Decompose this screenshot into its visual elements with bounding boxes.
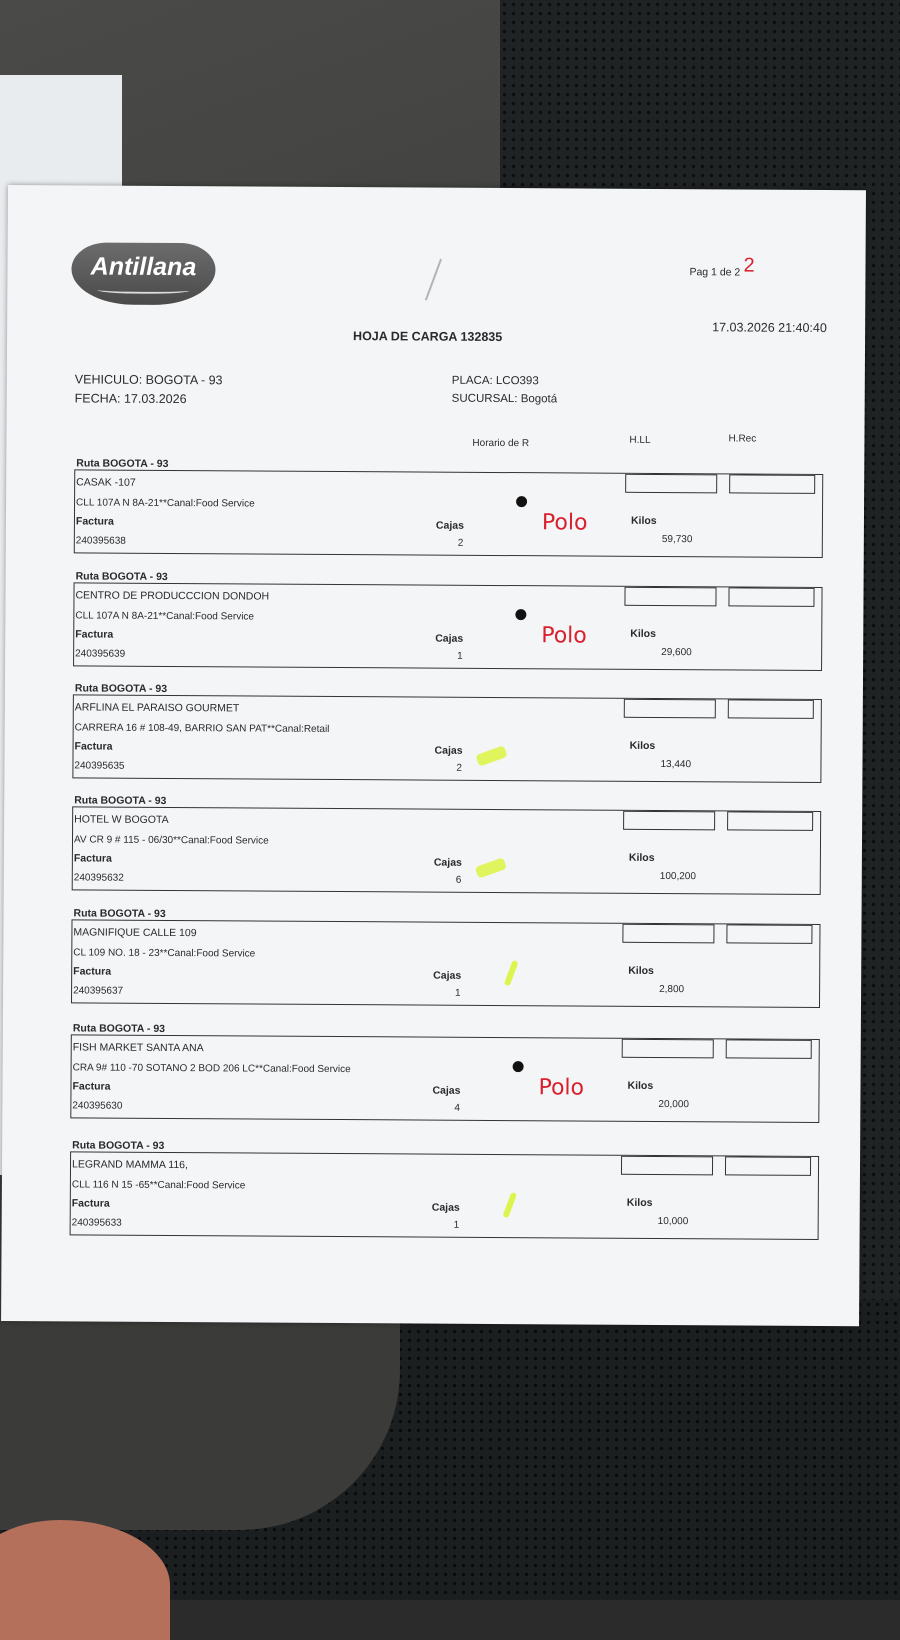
cajas-label: Cajas <box>431 1201 460 1214</box>
hll-cell <box>623 811 715 831</box>
hll-cell <box>621 1156 713 1176</box>
factura-label: Factura <box>73 852 112 865</box>
kilos-value: 10,000 <box>657 1215 689 1228</box>
vehiculo: VEHICULO: BOGOTA - 93 <box>74 372 223 388</box>
route-label: Ruta BOGOTA - 93 <box>76 457 169 470</box>
entry-block <box>4 676 863 791</box>
entry-block <box>2 1016 861 1131</box>
document-title: HOJA DE CARGA 132835 <box>353 329 503 345</box>
entry-block <box>3 901 862 1016</box>
col-horario: Horario de R <box>472 437 530 450</box>
cajas-label: Cajas <box>433 856 462 869</box>
cajas-value: 2 <box>456 762 463 774</box>
kilos-label: Kilos <box>628 851 655 864</box>
factura-number: 240395637 <box>73 985 124 997</box>
factura-label: Factura <box>73 965 112 978</box>
handwritten-note: Polo <box>541 510 588 536</box>
hll-cell <box>622 1039 714 1059</box>
client-address: CLL 107A N 8A-21**Canal:Food Service <box>75 610 255 623</box>
entry-block <box>5 564 864 679</box>
cajas-label: Cajas <box>433 969 462 982</box>
factura-number: 240395635 <box>74 760 125 772</box>
route-label: Ruta BOGOTA - 93 <box>72 1139 165 1152</box>
kilos-value: 20,000 <box>658 1098 690 1111</box>
pen-mark <box>425 259 442 301</box>
cajas-value: 4 <box>454 1102 460 1114</box>
factura-label: Factura <box>72 1080 111 1093</box>
logo-swoosh <box>97 287 189 295</box>
antillana-logo <box>71 242 215 305</box>
hrec-cell <box>726 924 812 944</box>
client-name: HOTEL W BOGOTA <box>74 813 169 826</box>
hrec-cell <box>727 811 813 831</box>
sucursal: SUCURSAL: Bogotá <box>451 392 558 406</box>
kilos-label: Kilos <box>630 514 657 527</box>
client-name: MAGNIFIQUE CALLE 109 <box>73 926 197 940</box>
page-handwritten: 2 <box>743 254 755 277</box>
kilos-value: 2,800 <box>659 983 685 996</box>
factura-label: Factura <box>75 515 114 528</box>
factura-number: 240395632 <box>73 872 124 884</box>
kilos-value: 13,440 <box>660 758 692 771</box>
factura-number: 240395639 <box>75 648 126 660</box>
hll-cell <box>624 587 716 607</box>
route-label: Ruta BOGOTA - 93 <box>74 682 168 695</box>
client-address: CRA 9# 110 -70 SOTANO 2 BOD 206 LC**Canal:Food Service <box>72 1062 351 1076</box>
entry-block <box>6 451 865 566</box>
entry-block <box>2 1133 861 1248</box>
client-name: FISH MARKET SANTA ANA <box>72 1041 204 1055</box>
handwritten-note: Polo <box>538 1075 585 1101</box>
client-address: CLL 116 N 15 -65**Canal:Food Service <box>71 1179 246 1192</box>
factura-number: 240395638 <box>75 535 126 547</box>
client-name: ARFLINA EL PARAISO GOURMET <box>74 701 240 715</box>
print-timestamp: 17.03.2026 21:40:40 <box>712 320 827 336</box>
client-name: LEGRAND MAMMA 116, <box>71 1158 188 1172</box>
hrec-cell <box>728 699 814 719</box>
client-address: CLL 107A N 8A-21**Canal:Food Service <box>76 497 255 510</box>
factura-number: 240395630 <box>72 1100 123 1112</box>
load-sheet <box>1 185 866 1326</box>
black-dot-mark <box>515 609 526 620</box>
hll-cell <box>625 474 717 494</box>
kilos-label: Kilos <box>630 627 656 640</box>
fecha: FECHA: 17.03.2026 <box>74 391 187 407</box>
hrec-cell <box>725 1156 811 1176</box>
client-name: CENTRO DE PRODUCCCION DONDOH <box>75 589 270 603</box>
hll-cell <box>622 924 714 944</box>
entry-box <box>72 806 821 895</box>
cajas-value: 2 <box>457 537 464 549</box>
factura-label: Factura <box>71 1197 110 1210</box>
factura-number: 240395633 <box>71 1217 122 1229</box>
cajas-label: Cajas <box>434 744 463 757</box>
kilos-value: 59,730 <box>661 534 693 546</box>
cajas-value: 6 <box>455 874 462 886</box>
factura-label: Factura <box>75 628 114 641</box>
cajas-label: Cajas <box>435 632 464 645</box>
kilos-value: 100,200 <box>659 870 696 883</box>
kilos-label: Kilos <box>626 1196 653 1209</box>
hrec-cell <box>729 474 815 494</box>
black-dot-mark <box>513 1061 524 1072</box>
page-number: Pag 1 de 2 <box>689 266 741 279</box>
logo-text: Antillana <box>90 252 197 282</box>
cajas-label: Cajas <box>435 519 464 532</box>
client-name: CASAK -107 <box>76 476 136 489</box>
hrec-cell <box>728 587 814 607</box>
kilos-label: Kilos <box>629 739 656 752</box>
black-dot-mark <box>516 496 527 507</box>
col-hrec: H.Rec <box>728 433 757 445</box>
cajas-label: Cajas <box>432 1084 461 1097</box>
entry-box <box>74 469 823 558</box>
cajas-value: 1 <box>457 650 463 662</box>
route-label: Ruta BOGOTA - 93 <box>75 570 168 583</box>
kilos-value: 29,600 <box>661 646 692 659</box>
handwritten-note: Polo <box>541 623 587 649</box>
placa: PLACA: LCO393 <box>451 374 539 388</box>
factura-label: Factura <box>74 740 113 753</box>
hrec-cell <box>726 1039 812 1059</box>
cajas-value: 1 <box>455 987 461 999</box>
client-address: CL 109 NO. 18 - 23**Canal:Food Service <box>73 947 256 960</box>
route-label: Ruta BOGOTA - 93 <box>74 794 167 807</box>
hll-cell <box>624 699 716 719</box>
route-label: Ruta BOGOTA - 93 <box>72 1022 166 1035</box>
cajas-value: 1 <box>453 1219 460 1231</box>
kilos-label: Kilos <box>627 1079 654 1092</box>
client-address: AV CR 9 # 115 - 06/30**Canal:Food Service <box>73 834 269 847</box>
entry-block <box>4 788 863 903</box>
kilos-label: Kilos <box>628 964 654 977</box>
col-hll: H.LL <box>629 434 651 446</box>
route-label: Ruta BOGOTA - 93 <box>73 907 166 920</box>
client-address: CARRERA 16 # 108-49, BARRIO SAN PAT**Canal:Retail <box>74 722 330 735</box>
